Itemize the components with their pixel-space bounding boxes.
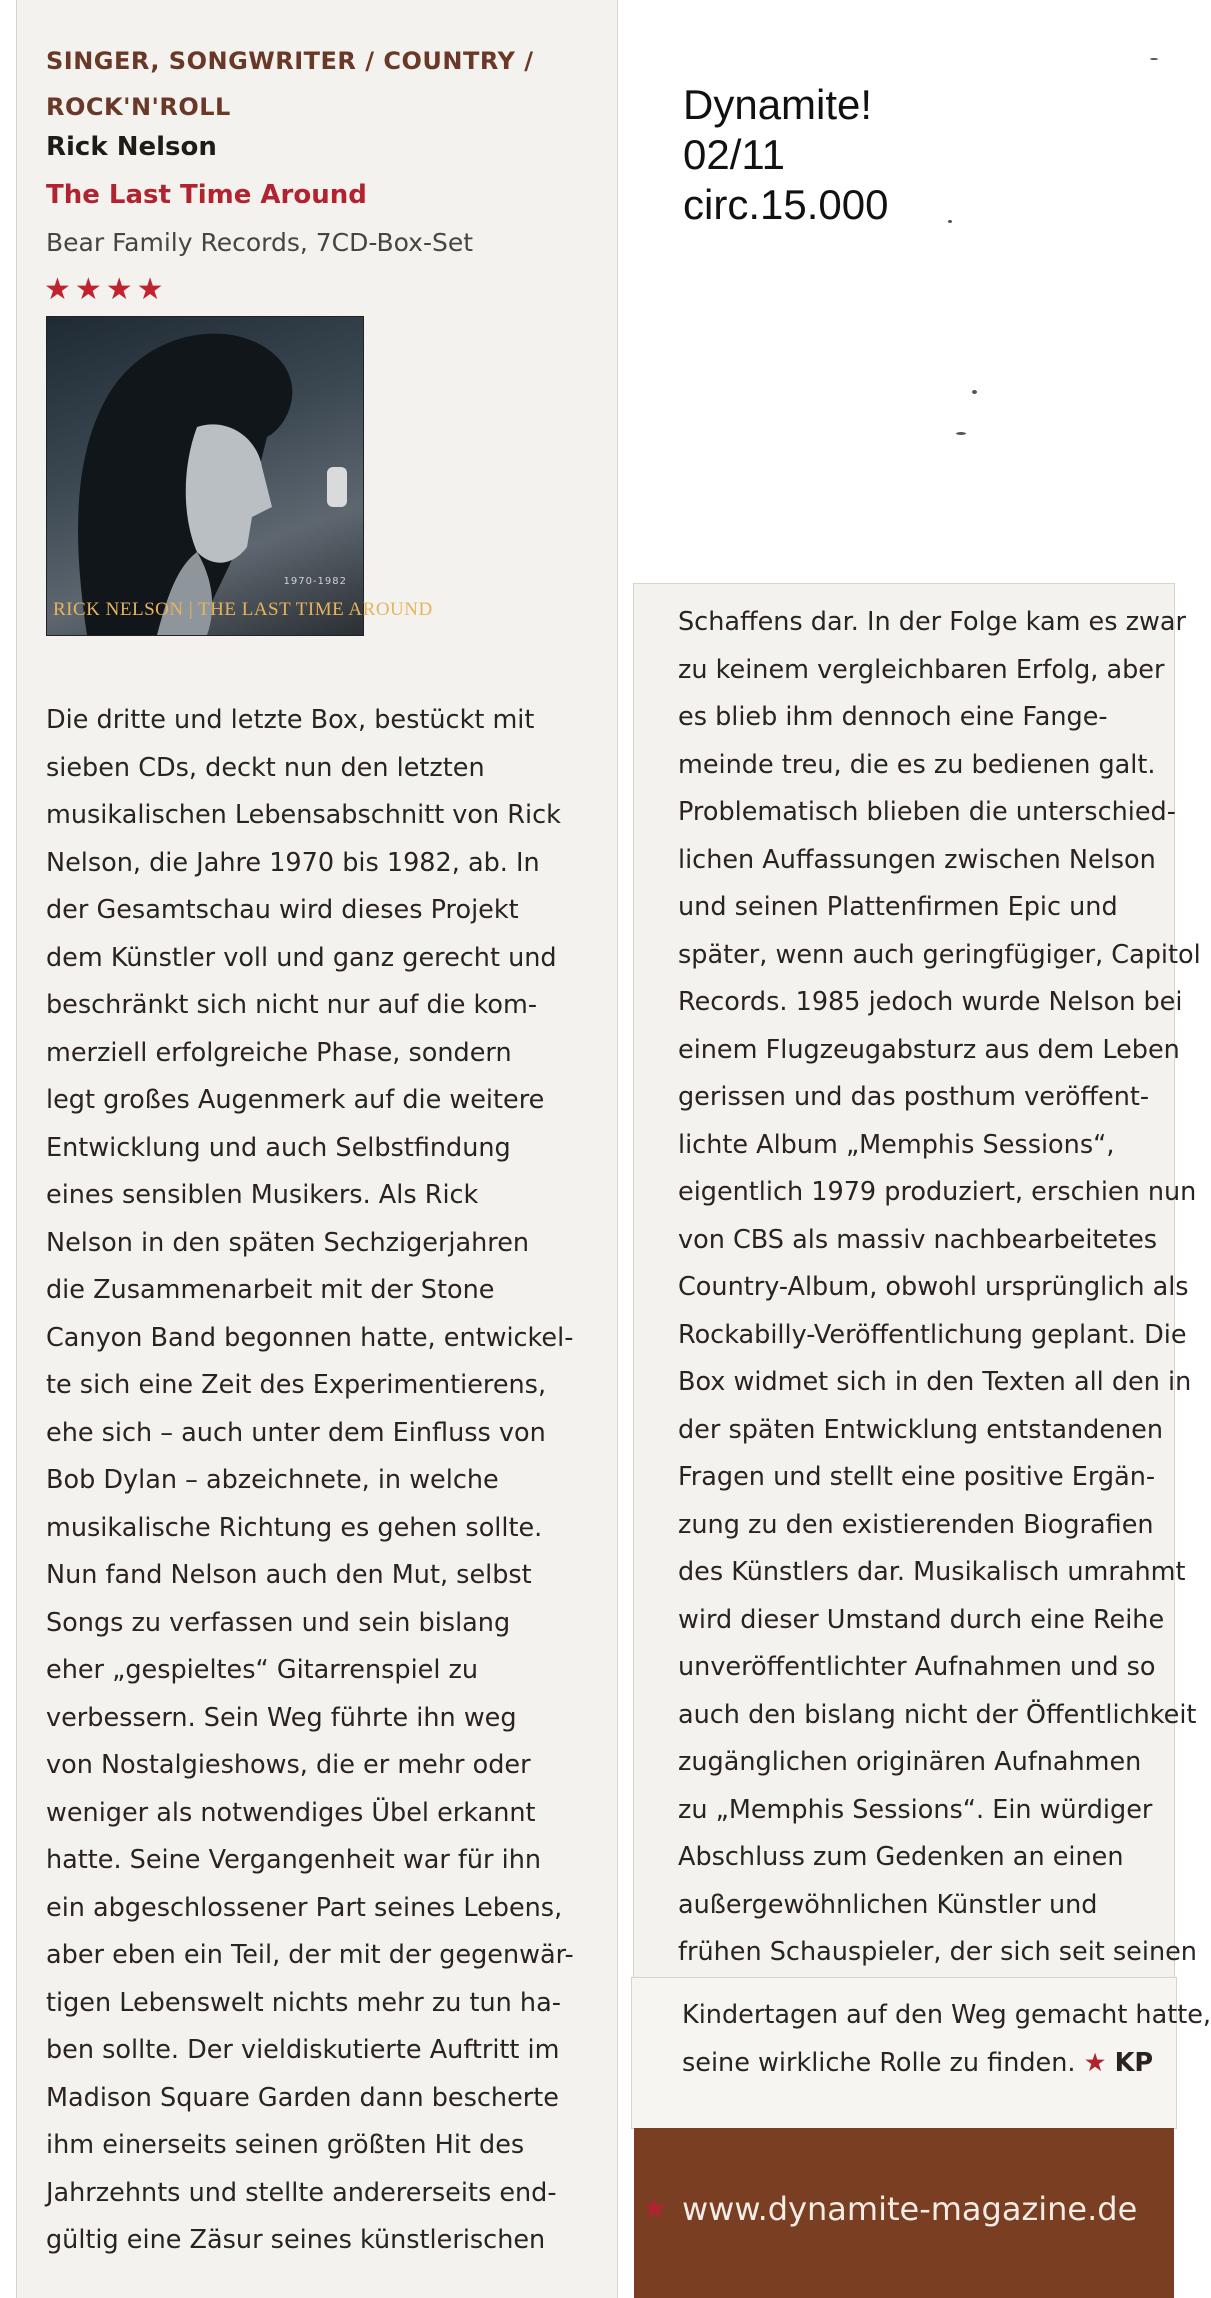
right-line: Abschluss zum Gedenken an einen	[678, 1842, 1124, 1872]
left-line: eher „gespieltes“ Gitarrenspiel zu	[46, 1655, 479, 1685]
left-line: eines sensiblen Musikers. Als Rick	[46, 1180, 479, 1210]
right-line: wird dieser Umstand durch eine Reihe	[678, 1604, 1165, 1635]
left-line: Entwicklung und auch Selbstfindung	[46, 1132, 511, 1163]
album-title: The Last Time Around	[46, 180, 367, 210]
right-line: frühen Schauspieler, der sich seit seinen	[678, 1937, 1197, 1967]
publication-issue: 02/11	[683, 131, 785, 178]
paper-speck	[948, 220, 952, 223]
publication-note	[683, 80, 888, 230]
right-line: Fragen und stellt eine positive Ergän-	[678, 1462, 1156, 1492]
left-line: musikalischen Lebensabschnitt von Rick	[46, 800, 561, 830]
final-line-2	[682, 2040, 1211, 2088]
right-line: Rockabilly-Veröffentlichung geplant. Die	[678, 1319, 1187, 1350]
author-star-icon: ★	[1083, 2047, 1107, 2078]
right-line: zung zu den existierenden Biografien	[678, 1509, 1154, 1540]
category-line-2: ROCK'N'ROLL	[46, 93, 231, 121]
left-line: dem Künstler voll und ganz gerecht und	[46, 942, 557, 973]
left-line: weniger als notwendiges Übel erkannt	[46, 1797, 536, 1828]
left-line: Nelson, die Jahre 1970 bis 1982, ab. In	[46, 847, 540, 878]
left-line: verbessern. Sein Weg führte ihn weg	[46, 1702, 517, 1733]
left-line: ben sollte. Der vieldiskutierte Auftritt im	[46, 2035, 560, 2065]
cover-portrait-icon	[47, 317, 363, 635]
left-line: Canyon Band begonnen hatte, entwickel-	[46, 1322, 574, 1353]
review-body-right	[678, 599, 1201, 1977]
cover-title: RICK NELSON | THE LAST TIME AROUND	[53, 599, 433, 620]
left-line: der Gesamtschau wird dieses Projekt	[46, 895, 519, 925]
final-line-2-text: seine wirkliche Rolle zu finden.	[682, 2047, 1076, 2078]
paper-speck	[972, 390, 977, 394]
review-body-left	[46, 697, 574, 2265]
right-line: gerissen und das posthum veröffent-	[678, 1082, 1150, 1112]
left-line: die Zusammenarbeit mit der Stone	[46, 1275, 495, 1305]
left-line: ein abgeschlossener Part seines Lebens,	[46, 1892, 563, 1923]
right-line: Problematisch blieben die unterschied-	[678, 797, 1176, 827]
right-line: zugänglichen originären Aufnahmen	[678, 1747, 1142, 1777]
left-line: te sich eine Zeit des Experimentierens,	[46, 1370, 547, 1400]
left-line: tigen Lebenswelt nichts mehr zu tun ha-	[46, 1987, 561, 2018]
right-line: es blieb ihm dennoch eine Fange-	[678, 702, 1108, 732]
right-line: unveröffentlichter Aufnahmen und so	[678, 1652, 1156, 1682]
right-line: Records. 1985 jedoch wurde Nelson bei	[678, 987, 1183, 1017]
left-line: Die dritte und letzte Box, bestückt mit	[46, 705, 535, 735]
right-line: außergewöhnlichen Künstler und	[678, 1889, 1098, 1920]
category-line-1: SINGER, SONGWRITER / COUNTRY /	[46, 47, 534, 75]
left-line: legt großes Augenmerk auf die weitere	[46, 1085, 545, 1115]
publication-circulation: circ.15.000	[683, 181, 889, 228]
right-line: Country-Album, obwohl ursprünglich als	[678, 1272, 1189, 1302]
right-line: zu „Memphis Sessions“. Ein würdiger	[678, 1794, 1153, 1825]
left-line: Songs zu verfassen und sein bislang	[46, 1607, 511, 1638]
artist-name: Rick Nelson	[46, 132, 217, 162]
paper-speck	[1150, 58, 1158, 60]
right-line: meinde treu, die es zu bedienen galt.	[678, 749, 1156, 780]
album-cover-image	[46, 316, 433, 636]
left-line: beschränkt sich nicht nur auf die kom-	[46, 990, 538, 1020]
footer-star-icon: ★	[642, 2192, 668, 2225]
right-line: des Künstlers dar. Musikalisch umrahmt	[678, 1557, 1186, 1587]
right-line: zu keinem vergleichbaren Erfolg, aber	[678, 654, 1165, 685]
left-line: hatte. Seine Vergangenheit war für ihn	[46, 1845, 542, 1875]
rating-stars: ★★★★	[44, 272, 168, 307]
right-line: später, wenn auch geringfügiger, Capitol	[678, 939, 1201, 970]
author-initials: KP	[1114, 2047, 1154, 2078]
left-line: ehe sich – auch unter dem Einfluss von	[46, 1417, 546, 1448]
left-line: ihm einerseits seinen größten Hit des	[46, 2130, 525, 2160]
final-line-1: Kindertagen auf den Weg gemacht hatte,	[682, 2000, 1211, 2030]
right-line: von CBS als massiv nachbearbeitetes	[678, 1224, 1158, 1255]
left-line: sieben CDs, deckt nun den letzten	[46, 752, 485, 783]
right-line: Box widmet sich in den Texten all den in	[678, 1367, 1192, 1397]
left-line: merziell erfolgreiche Phase, sondern	[46, 1037, 512, 1068]
left-line: Jahrzehnts und stellte andererseits end-	[46, 2177, 557, 2208]
right-line: Schaffens dar. In der Folge kam es zwar	[678, 607, 1186, 637]
right-line: einem Flugzeugabsturz aus dem Leben	[678, 1034, 1180, 1065]
right-line: lichte Album „Memphis Sessions“,	[678, 1129, 1115, 1160]
left-line: Nun fand Nelson auch den Mut, selbst	[46, 1560, 532, 1590]
left-line: Madison Square Garden dann bescherte	[46, 2082, 559, 2113]
left-line: musikalische Richtung es gehen sollte.	[46, 1512, 543, 1543]
cover-years: 1970-1982	[283, 576, 347, 587]
right-line: lichen Auffassungen zwischen Nelson	[678, 844, 1156, 875]
publication-name: Dynamite!	[683, 81, 873, 128]
right-line: und seinen Plattenfirmen Epic und	[678, 892, 1118, 922]
review-body-final	[682, 1992, 1211, 2087]
magazine-url: www.dynamite-magazine.de	[682, 2190, 1138, 2228]
right-line: eigentlich 1979 produziert, erschien nun	[678, 1177, 1197, 1207]
left-line: gültig eine Zäsur seines künstlerischen	[46, 2225, 546, 2255]
right-line: der späten Entwicklung entstandenen	[678, 1414, 1164, 1445]
left-line: Bob Dylan – abzeichnete, in welche	[46, 1465, 499, 1495]
left-line: Nelson in den späten Sechzigerjahren	[46, 1227, 530, 1258]
paper-speck	[956, 432, 966, 435]
record-label: Bear Family Records, 7CD-Box-Set	[46, 228, 474, 257]
left-line: aber eben ein Teil, der mit der gegenwär-	[46, 1940, 574, 1970]
right-line: auch den bislang nicht der Öffentlichkeit	[678, 1699, 1197, 1730]
left-line: von Nostalgieshows, die er mehr oder	[46, 1750, 531, 1780]
